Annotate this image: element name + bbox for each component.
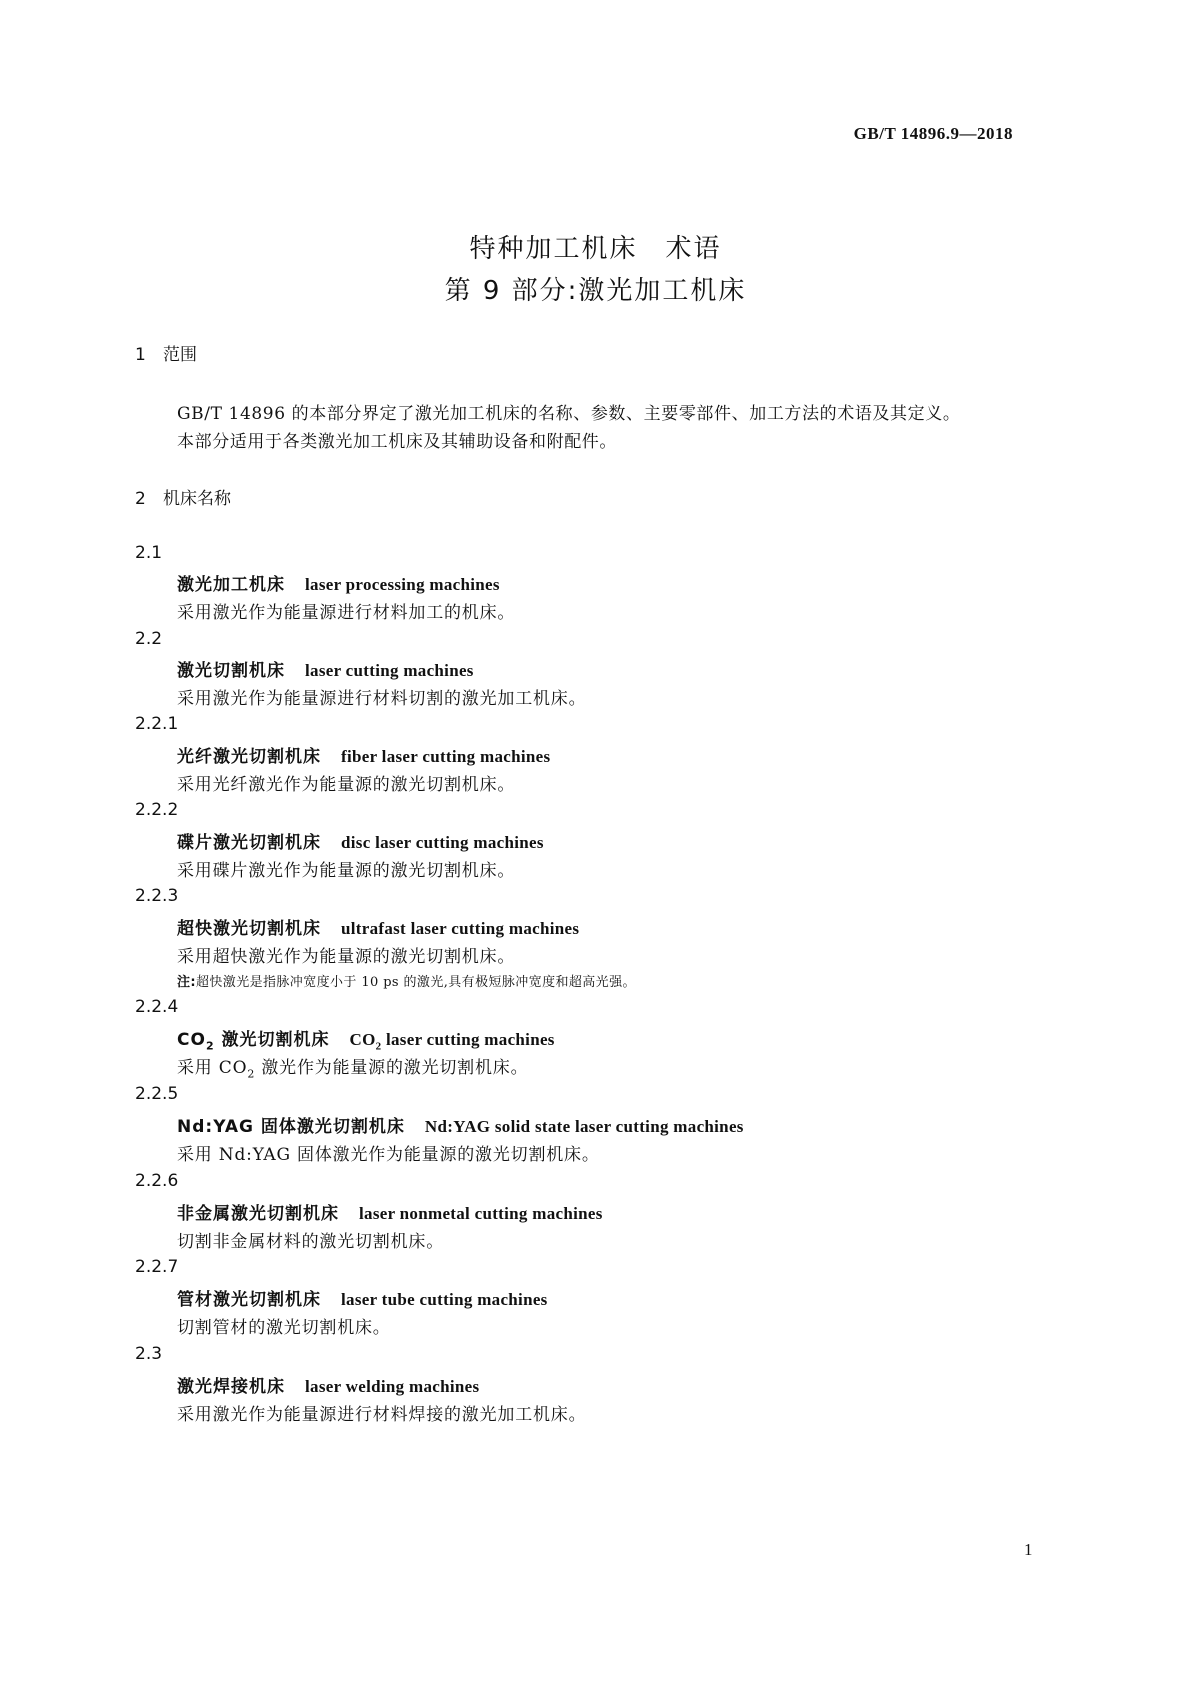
term-en: laser processing machines	[305, 575, 500, 594]
term-en: ultrafast laser cutting machines	[341, 919, 580, 938]
standard-number: GB/T 14896.9—2018	[853, 124, 1013, 143]
term-entry	[177, 1285, 548, 1310]
clause-number: 2.2.4	[135, 997, 179, 1017]
term-zh: Nd:YAG 固体激光切割机床	[177, 1117, 405, 1137]
term-definition: 切割管材的激光切割机床。	[177, 1318, 391, 1338]
term-definition: 采用激光作为能量源进行材料加工的机床。	[177, 603, 516, 623]
document-title-line1: 特种加工机床 术语	[469, 234, 722, 264]
term-entry	[177, 1025, 555, 1052]
section-heading-scope	[135, 340, 197, 365]
term-entry	[177, 1199, 603, 1224]
section-title: 范围	[163, 345, 197, 365]
term-zh: 激光切割机床	[177, 661, 285, 681]
term-zh	[177, 1030, 330, 1053]
section-title: 机床名称	[163, 489, 231, 509]
subscript-2: 2	[247, 1067, 256, 1081]
section-number: 2	[135, 489, 146, 509]
section-heading-names	[135, 484, 231, 509]
term-zh: 激光焊接机床	[177, 1377, 285, 1397]
def-rest: 激光作为能量源的激光切割机床。	[255, 1058, 529, 1078]
term-definition: 采用超快激光作为能量源的激光切割机床。	[177, 947, 516, 967]
document-title-line2: 第 9 部分:激光加工机床	[444, 276, 747, 306]
term-en: laser cutting machines	[305, 661, 474, 680]
term-en	[349, 1030, 555, 1053]
term-definition: 采用激光作为能量源进行材料切割的激光加工机床。	[177, 689, 587, 709]
term-entry	[177, 1372, 479, 1397]
term-entry	[177, 828, 544, 853]
term-zh: 光纤激光切割机床	[177, 747, 321, 767]
def-pre: 采用 CO	[177, 1058, 248, 1078]
term-entry	[177, 1112, 744, 1137]
term-zh: 管材激光切割机床	[177, 1290, 321, 1310]
scope-paragraph-2: 本部分适用于各类激光加工机床及其辅助设备和附配件。	[177, 432, 617, 452]
term-definition: 采用激光作为能量源进行材料焊接的激光加工机床。	[177, 1405, 587, 1425]
term-definition: 采用 Nd:YAG 固体激光作为能量源的激光切割机床。	[177, 1145, 600, 1165]
term-en: fiber laser cutting machines	[341, 747, 551, 766]
term-zh-rest: 激光切割机床	[214, 1030, 330, 1050]
term-zh: 碟片激光切割机床	[177, 833, 321, 853]
clause-number: 2.2.7	[135, 1257, 179, 1277]
term-zh: 激光加工机床	[177, 575, 285, 595]
term-entry	[177, 656, 474, 681]
term-entry	[177, 570, 500, 595]
page-number: 1	[1024, 1540, 1033, 1559]
term-en: disc laser cutting machines	[341, 833, 544, 852]
subscript-2: 2	[375, 1040, 382, 1053]
term-en: laser nonmetal cutting machines	[359, 1204, 603, 1223]
term-entry	[177, 914, 579, 939]
scope-paragraph-1: GB/T 14896 的本部分界定了激光加工机床的名称、参数、主要零部件、加工方法的术语及其定义。	[177, 404, 961, 424]
term-en-rest: laser cutting machines	[381, 1030, 555, 1049]
term-zh: 超快激光切割机床	[177, 919, 321, 939]
clause-number: 2.3	[135, 1344, 163, 1364]
term-note	[177, 971, 636, 990]
term-definition: 采用碟片激光作为能量源的激光切割机床。	[177, 861, 516, 881]
term-entry	[177, 742, 550, 767]
term-definition	[177, 1053, 528, 1080]
note-label: 注:	[177, 975, 196, 990]
clause-number: 2.2	[135, 629, 163, 649]
term-en: Nd:YAG solid state laser cutting machines	[424, 1117, 744, 1136]
term-en: laser welding machines	[305, 1377, 480, 1396]
subscript-2: 2	[205, 1039, 215, 1053]
clause-number: 2.1	[135, 543, 163, 563]
term-definition: 切割非金属材料的激光切割机床。	[177, 1232, 444, 1252]
clause-number: 2.2.1	[135, 714, 179, 734]
co2-prefix: CO	[349, 1030, 376, 1049]
term-en: laser tube cutting machines	[341, 1290, 548, 1309]
term-zh: 非金属激光切割机床	[177, 1204, 339, 1224]
term-definition: 采用光纤激光作为能量源的激光切割机床。	[177, 775, 516, 795]
clause-number: 2.2.6	[135, 1171, 179, 1191]
clause-number: 2.2.3	[135, 886, 179, 906]
clause-number: 2.2.2	[135, 800, 179, 820]
clause-number: 2.2.5	[135, 1084, 179, 1104]
section-number: 1	[135, 345, 146, 365]
co2-prefix: CO	[177, 1030, 206, 1050]
note-text: 超快激光是指脉冲宽度小于 10 ps 的激光,具有极短脉冲宽度和超高光强。	[196, 975, 636, 990]
